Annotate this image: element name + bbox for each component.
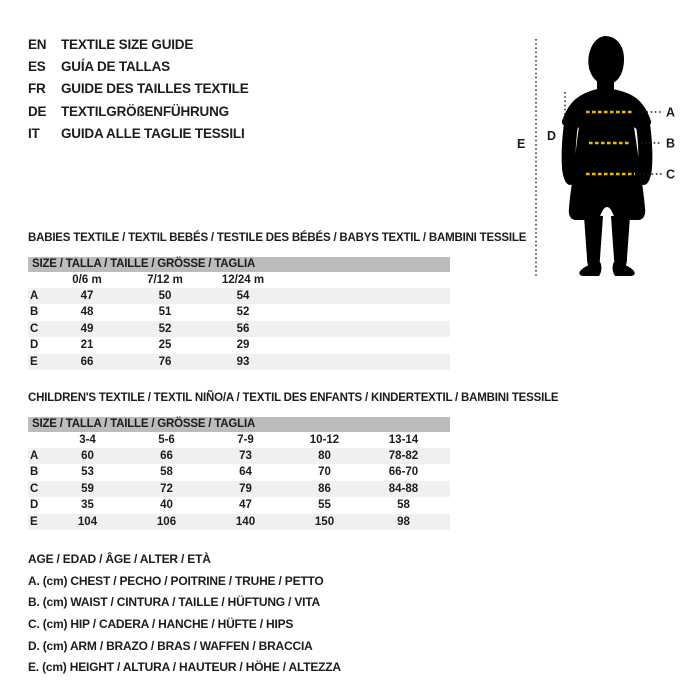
row-label: B (30, 306, 39, 319)
legend-height-line: E. (cm) HEIGHT / ALTURA / HAUTEUR / HÖHE / ALTEZZA (28, 660, 341, 675)
column-header: 12/24 m (221, 273, 265, 286)
row-label: C (30, 322, 39, 335)
table-cell: 93 (236, 355, 250, 368)
language-code: EN (28, 36, 47, 52)
children-column-header-row (28, 432, 450, 448)
column-header: 13-14 (388, 433, 419, 446)
table-cell: 76 (158, 355, 172, 368)
table-row (28, 514, 450, 531)
table-cell: 73 (239, 449, 252, 462)
figure-label-d: D (547, 129, 557, 143)
table-row (28, 481, 450, 498)
table-cell: 150 (314, 515, 335, 528)
table-cell: 98 (397, 515, 410, 528)
row-label: B (30, 466, 39, 479)
table-cell: 66 (160, 449, 173, 462)
language-code: IT (28, 126, 40, 142)
table-cell: 49 (80, 322, 94, 335)
column-header: 5-6 (158, 433, 175, 446)
row-label: E (30, 355, 38, 368)
table-row (28, 354, 450, 371)
table-cell: 29 (236, 339, 250, 352)
legend-waist-line: B. (cm) WAIST / CINTURA / TAILLE / HÜFTUNG / VITA (28, 595, 320, 610)
table-cell: 25 (158, 339, 172, 352)
row-label: A (30, 289, 39, 302)
table-cell: 21 (80, 339, 94, 352)
table-cell: 48 (80, 306, 94, 319)
table-row (28, 288, 450, 305)
legend-age-line: AGE / EDAD / ÂGE / ALTER / ETÀ (28, 552, 211, 566)
figure-label-a: A (666, 105, 676, 120)
language-row-es (28, 55, 249, 77)
table-cell: 106 (156, 515, 177, 528)
table-cell: 60 (81, 449, 94, 462)
table-cell: 56 (236, 322, 250, 335)
table-cell: 66-70 (388, 466, 419, 479)
table-cell: 40 (160, 499, 173, 512)
table-cell: 58 (397, 499, 410, 512)
measurement-legend (28, 549, 341, 679)
table-cell: 78-82 (388, 449, 419, 462)
table-row (28, 337, 450, 354)
row-label: D (30, 339, 39, 352)
silhouette-left-leg (584, 216, 603, 269)
row-label: A (30, 449, 39, 462)
table-row (28, 304, 450, 321)
table-cell: 104 (77, 515, 98, 528)
table-row (28, 464, 450, 481)
table-cell: 79 (239, 482, 252, 495)
language-title: GUÍA DE TALLAS (61, 59, 170, 75)
language-row-it (28, 123, 249, 145)
table-cell: 72 (160, 482, 173, 495)
child-silhouette (562, 36, 653, 276)
table-cell: 54 (236, 289, 250, 302)
figure-label-b: B (666, 136, 676, 151)
table-cell: 84-88 (388, 482, 419, 495)
language-code: FR (28, 81, 46, 97)
column-header: 3-4 (79, 433, 96, 446)
language-title: TEXTILE SIZE GUIDE (61, 36, 194, 52)
figure-label-c: C (666, 167, 676, 182)
table-row (28, 321, 450, 338)
babies-size-header-bar: SIZE / TALLA / TAILLE / GRÖSSE / TAGLIA (28, 257, 450, 272)
language-title: GUIDE DES TAILLES TEXTILE (61, 81, 249, 97)
babies-size-table (28, 257, 450, 370)
table-cell: 50 (158, 289, 172, 302)
legend-arm-line: D. (cm) ARM / BRAZO / BRAS / WAFFEN / BRACCIA (28, 638, 313, 653)
language-code: DE (28, 103, 47, 119)
table-cell: 86 (318, 482, 331, 495)
row-label: E (30, 515, 38, 528)
table-cell: 52 (158, 322, 172, 335)
language-title: GUIDA ALLE TAGLIE TESSILI (61, 126, 245, 142)
table-cell: 53 (81, 466, 94, 479)
child-silhouette-figure (500, 28, 700, 280)
language-title: TEXTILGRÖßENFÜHRUNG (61, 103, 229, 119)
table-row (28, 497, 450, 514)
language-row-en (28, 33, 249, 55)
figure-label-e: E (517, 137, 526, 151)
table-cell: 51 (158, 306, 172, 319)
table-cell: 58 (160, 466, 173, 479)
table-cell: 55 (318, 499, 331, 512)
table-cell: 140 (235, 515, 256, 528)
table-cell: 70 (318, 466, 331, 479)
language-row-de (28, 100, 249, 122)
legend-hip-line: C. (cm) HIP / CADERA / HANCHE / HÜFTE / HIPS (28, 617, 294, 632)
table-cell: 64 (239, 466, 252, 479)
column-header: 10-12 (309, 433, 340, 446)
table-row (28, 448, 450, 465)
silhouette-right-leg (611, 216, 630, 269)
column-header: 0/6 m (72, 273, 102, 286)
column-header: 7-9 (237, 433, 254, 446)
children-size-header-bar: SIZE / TALLA / TAILLE / GRÖSSE / TAGLIA (28, 417, 450, 432)
table-cell: 80 (318, 449, 331, 462)
table-cell: 52 (236, 306, 250, 319)
language-list (28, 33, 249, 145)
table-cell: 66 (80, 355, 94, 368)
row-label: D (30, 499, 39, 512)
table-cell: 59 (81, 482, 94, 495)
row-label: C (30, 482, 39, 495)
children-size-table (28, 417, 450, 530)
table-cell: 47 (80, 289, 94, 302)
silhouette-shorts (569, 169, 645, 220)
babies-section-title: BABIES TEXTILE / TEXTIL BEBÉS / TESTILE DES BÉBÉS / BABYS TEXTIL / BAMBINI TESSILE (28, 232, 527, 244)
table-cell: 47 (239, 499, 252, 512)
column-header: 7/12 m (147, 273, 183, 286)
legend-chest-line: A. (cm) CHEST / PECHO / POITRINE / TRUHE / PETTO (28, 573, 324, 588)
children-section-title: CHILDREN'S TEXTILE / TEXTIL NIÑO/A / TEXTIL DES ENFANTS / KINDERTEXTIL / BAMBINI TESSILE (28, 392, 559, 404)
language-code: ES (28, 59, 46, 75)
table-cell: 35 (81, 499, 94, 512)
language-row-fr (28, 78, 249, 100)
babies-column-header-row (28, 272, 450, 288)
